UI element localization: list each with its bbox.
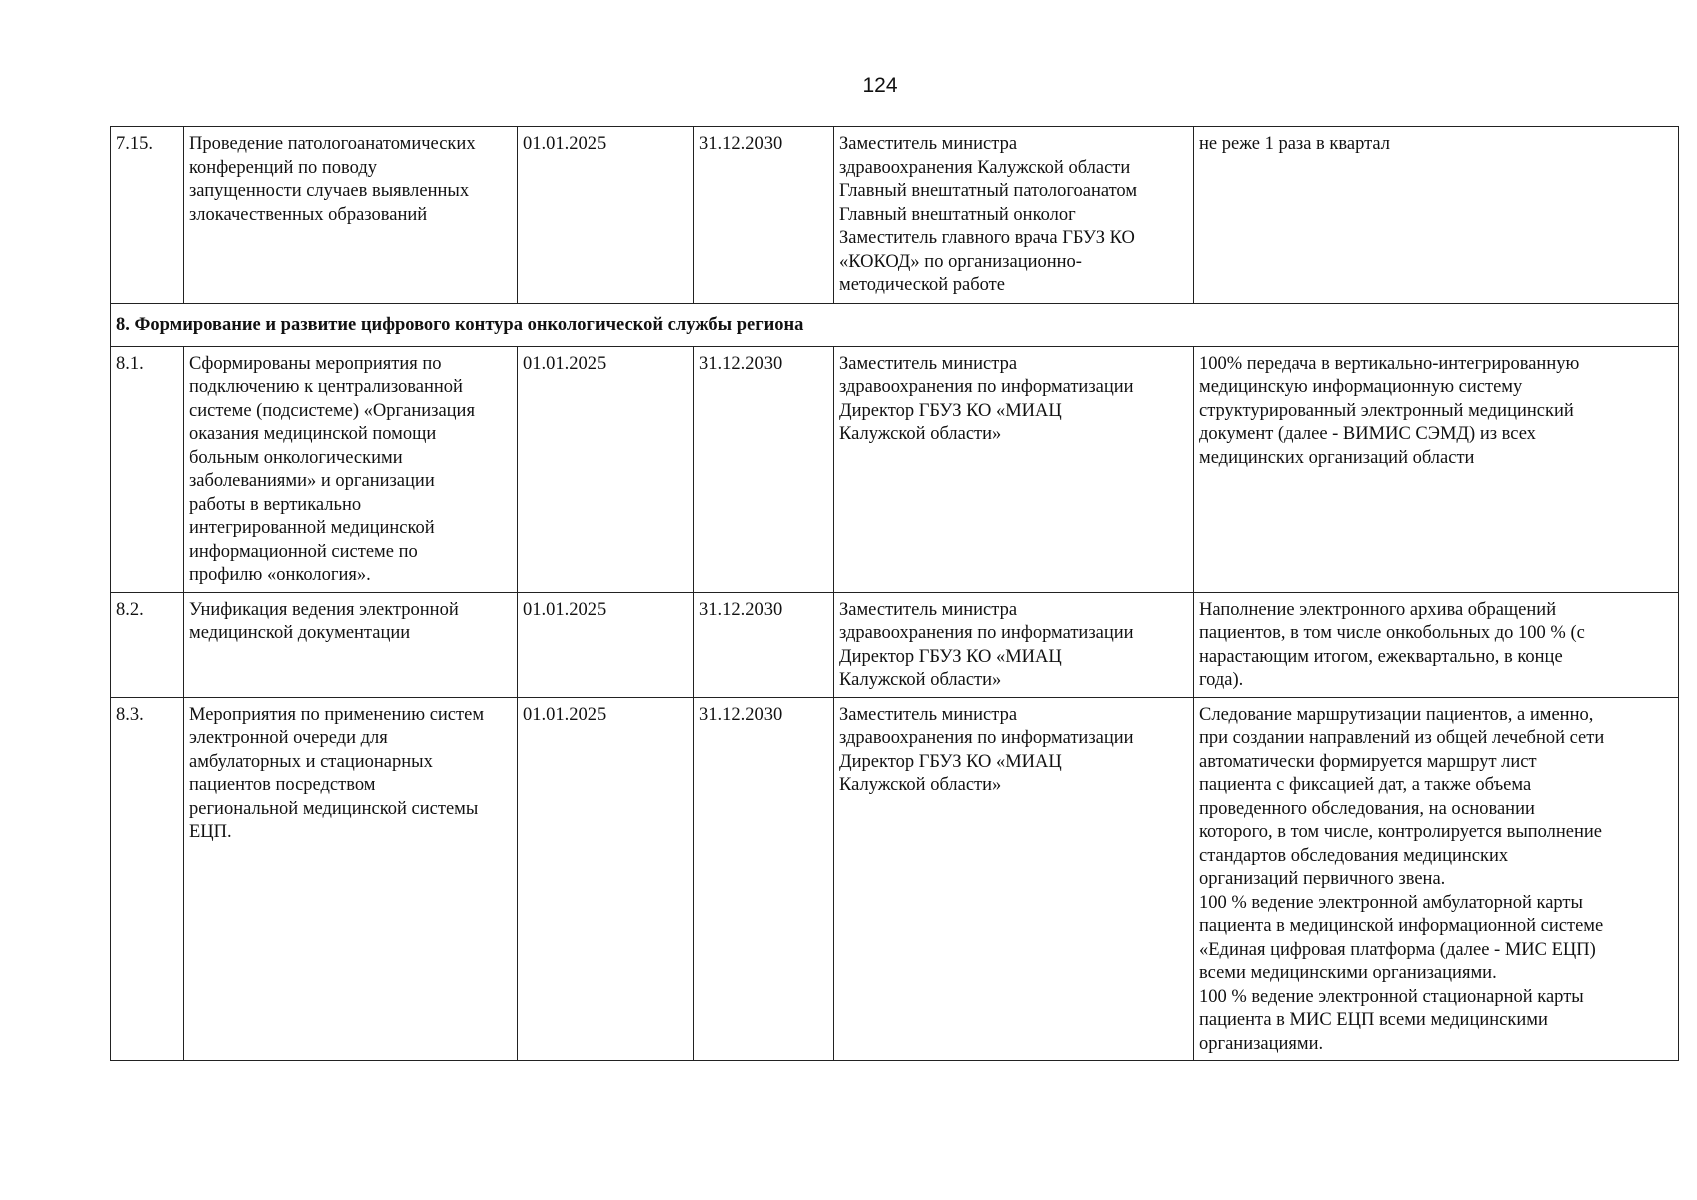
activity-cell: Унификация ведения электронной медицинской документации bbox=[184, 592, 518, 697]
table-row bbox=[111, 346, 1679, 592]
start-date-cell: 01.01.2025 bbox=[518, 346, 694, 592]
activity-cell: Проведение патологоанатомических конференций по поводу запущенности случаев выявленных злокачественных образований bbox=[184, 127, 518, 304]
result-cell: Наполнение электронного архива обращений пациентов, в том числе онкобольных до 100 % (с нарастающим итогом, ежеквартально, в конце года). bbox=[1194, 592, 1679, 697]
result-cell: 100% передача в вертикально-интегрированную медицинскую информационную систему структурированный электронный медицинский документ (далее - ВИМИС СЭМД) из всех медицинских организаций области bbox=[1194, 346, 1679, 592]
plan-table bbox=[110, 126, 1679, 1061]
section-title: 8. Формирование и развитие цифрового контура онкологической службы региона bbox=[111, 304, 1679, 347]
row-number: 7.15. bbox=[111, 127, 184, 304]
table-row bbox=[111, 697, 1679, 1061]
row-number: 8.2. bbox=[111, 592, 184, 697]
table-row bbox=[111, 127, 1679, 304]
responsible-cell: Заместитель министра здравоохранения по информатизации Директор ГБУЗ КО «МИАЦ Калужской области» bbox=[834, 592, 1194, 697]
activity-cell: Мероприятия по применению систем электронной очереди для амбулаторных и стационарных пациентов посредством региональной медицинской системы ЕЦП. bbox=[184, 697, 518, 1061]
end-date-cell: 31.12.2030 bbox=[694, 127, 834, 304]
end-date-cell: 31.12.2030 bbox=[694, 697, 834, 1061]
end-date-cell: 31.12.2030 bbox=[694, 346, 834, 592]
row-number: 8.1. bbox=[111, 346, 184, 592]
end-date-cell: 31.12.2030 bbox=[694, 592, 834, 697]
responsible-cell: Заместитель министра здравоохранения по информатизации Директор ГБУЗ КО «МИАЦ Калужской области» bbox=[834, 697, 1194, 1061]
page-number: 124 bbox=[862, 74, 898, 97]
responsible-cell: Заместитель министра здравоохранения по информатизации Директор ГБУЗ КО «МИАЦ Калужской области» bbox=[834, 346, 1194, 592]
table-row bbox=[111, 592, 1679, 697]
start-date-cell: 01.01.2025 bbox=[518, 592, 694, 697]
result-cell: Следование маршрутизации пациентов, а именно, при создании направлений из общей лечебной сети автоматически формируется маршрут лист пациента с фиксацией дат, а также объема проведенного обследования, на основании которого, в том числе, контролируется выполнение стандартов обследования медицинских организаций первичного звена. 100 % ведение электронной амбулаторной карты пациента в медицинской информационной системе «Единая цифровая платформа (далее - МИС ЕЦП) всеми медицинскими организациями. 100 % ведение электронной стационарной карты пациента в МИС ЕЦП всеми медицинскими организациями. bbox=[1194, 697, 1679, 1061]
row-number: 8.3. bbox=[111, 697, 184, 1061]
activity-cell: Сформированы мероприятия по подключению к централизованной системе (подсистеме) «Организация оказания медицинской помощи больным онкологическими заболеваниями» и организации работы в вертикально интегрированной медицинской информационной системе по профилю «онкология». bbox=[184, 346, 518, 592]
section-header-row bbox=[111, 304, 1679, 347]
responsible-cell: Заместитель министра здравоохранения Калужской области Главный внештатный патологоанатом Главный внештатный онколог Заместитель главного врача ГБУЗ КО «КОКОД» по организационно- методической работе bbox=[834, 127, 1194, 304]
start-date-cell: 01.01.2025 bbox=[518, 697, 694, 1061]
start-date-cell: 01.01.2025 bbox=[518, 127, 694, 304]
result-cell: не реже 1 раза в квартал bbox=[1194, 127, 1679, 304]
